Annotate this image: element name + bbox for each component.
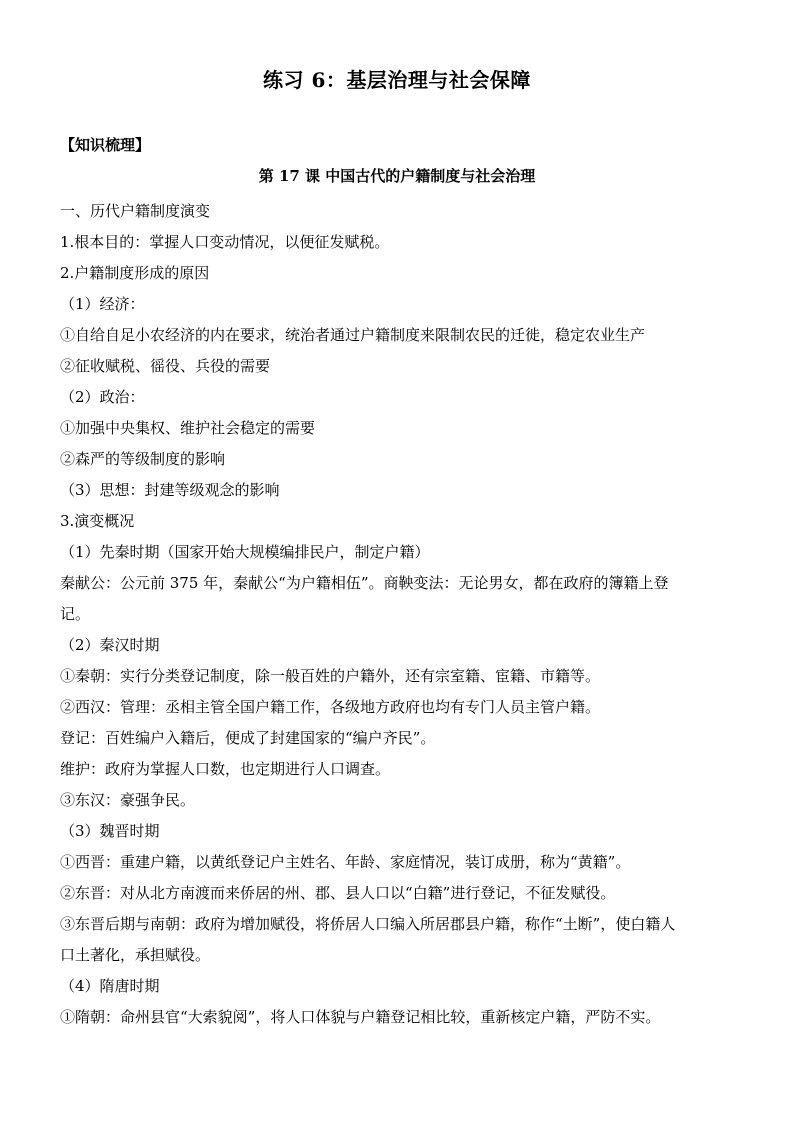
paragraph-line: ①秦朝：实行分类登记制度，除一般百姓的户籍外，还有宗室籍、宦籍、市籍等。: [60, 667, 601, 685]
paragraph-line: （2）秦汉时期: [60, 636, 160, 654]
paragraph-line: （3）魏晋时期: [60, 822, 160, 840]
paragraph-line: 1.根本目的：掌握人口变动情况，以便征发赋税。: [60, 233, 390, 251]
paragraph-line: ③东汉：豪强争民。: [60, 791, 196, 809]
paragraph-line: ①自给自足小农经济的内在要求，统治者通过户籍制度来限制农民的迁徙，稳定农业生产: [60, 326, 646, 344]
paragraph-line: ①隋朝：命州县官“大索貌阅”，将人口体貌与户籍登记相比较，重新核定户籍，严防不实。: [60, 1008, 661, 1026]
paragraph-line: ①加强中央集权、维护社会稳定的需要: [60, 419, 316, 437]
paragraph-line: ②东晋：对从北方南渡而来侨居的州、郡、县人口以“白籍”进行登记，不征发赋役。: [60, 884, 616, 902]
lesson-title: 第 17 课 中国古代的户籍制度与社会治理: [258, 167, 536, 185]
content-body: [60, 196, 740, 1033]
paragraph-line: ③东晋后期与南朝：政府为增加赋役，将侨居人口编入所居郡县户籍，称作“土断”，使白籍人: [60, 915, 676, 933]
paragraph-line: （4）隋唐时期: [60, 977, 160, 995]
paragraph-line: ②西汉：管理：丞相主管全国户籍工作，各级地方政府也均有专门人员主管户籍。: [60, 698, 601, 716]
paragraph-line: （1）经济：: [60, 295, 145, 313]
paragraph-line: 维护：政府为掌握人口数，也定期进行人口调查。: [60, 760, 391, 778]
heading-history-evolution: 一、历代户籍制度演变: [60, 202, 211, 220]
paragraph-line: （2）政治：: [60, 388, 145, 406]
paragraph-line: 秦献公：公元前 375 年，秦献公“为户籍相伍”。商鞅变法：无论男女，都在政府的簿籍上登: [60, 574, 669, 592]
paragraph-line: 记。: [60, 605, 91, 623]
paragraph-line: 登记：百姓编户入籍后，便成了封建国家的“编户齐民”。: [60, 729, 436, 747]
paragraph-line: 3.演变概况: [60, 512, 135, 530]
paragraph-line: （3）思想：封建等级观念的影响: [60, 481, 280, 499]
paragraph-line: ②森严的等级制度的影响: [60, 450, 226, 468]
section-heading: 【知识梳理】: [60, 136, 151, 154]
paragraph-line: ①西晋：重建户籍，以黄纸登记户主姓名、年龄、家庭情况，装订成册，称为“黄籍”。: [60, 853, 631, 871]
paragraph-line: （1）先秦时期（国家开始大规模编排民户，制定户籍）: [60, 543, 430, 561]
paragraph-line: ②征收赋税、徭役、兵役的需要: [60, 357, 271, 375]
paragraph-line: 2.户籍制度形成的原因: [60, 264, 210, 282]
paragraph-line: 口土著化，承担赋役。: [60, 946, 211, 964]
page-title: 练习 6：基层治理与社会保障: [263, 68, 531, 92]
